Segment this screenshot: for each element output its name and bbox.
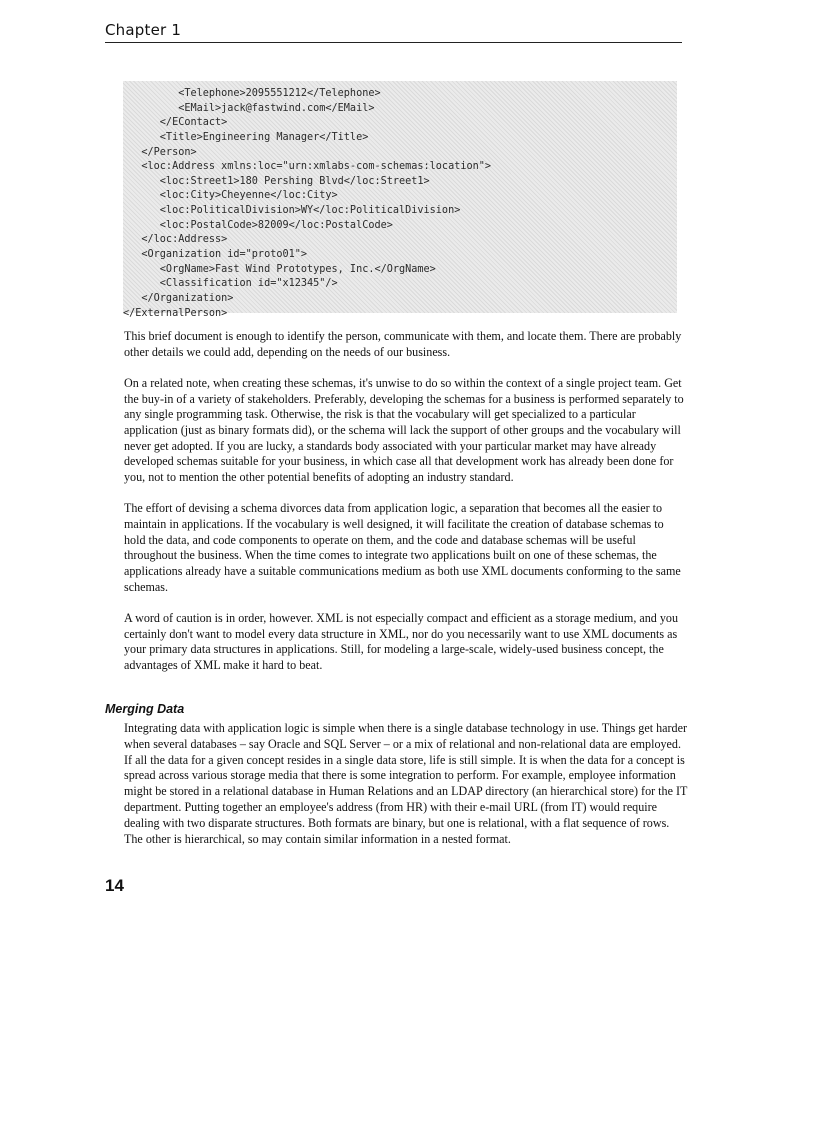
- code-line: </EContact>: [123, 117, 228, 129]
- paragraph: The effort of devising a schema divorces data from application logic, a separation that becomes all the easier to maintain in applications. If the vocabulary is well designed, it will facilitate the creation of database schemas to hold the data, and code components to operate on them, and the code and database schemas will be useful throughout the business. When the time comes to integrate two applications built on one of these schemas, the applications already have a suitable communications medium as both use XML documents conforming to the same schemas.: [124, 501, 681, 594]
- code-line: <Title>Engineering Manager</Title>: [123, 131, 369, 143]
- code-line: <loc:City>Cheyenne</loc:City>: [123, 190, 338, 202]
- section-heading: Merging Data: [105, 702, 185, 716]
- code-line: <EMail>jack@fastwind.com</EMail>: [123, 102, 375, 114]
- code-line: <Organization id="proto01">: [123, 249, 308, 261]
- section-body: [124, 721, 688, 847]
- code-line: <Classification id="x12345"/>: [123, 278, 338, 290]
- paragraph: This brief document is enough to identify the person, communicate with them, and locate them. There are probably other details we could add, depending on the needs of our business.: [124, 329, 682, 359]
- paragraph: On a related note, when creating these schemas, it's unwise to do so within the context of a single project team. Get the buy-in of a variety of stakeholders. Preferably, developing the schemas for a business is performed separately to any single programming task. Otherwise, the risk is that the vocabulary will get specialized to a particular application (just as binary formats did), or the schema will lack the support of other groups and the vocabulary will never get adopted. If you are lucky, a standards body associated with your particular market may have already developed schemas suitable for your business, in which case all that development work has already been done for you, not to mention the other potential benefits of adopting an industry standard.: [124, 375, 684, 485]
- body-text: [124, 329, 688, 689]
- code-line: <OrgName>Fast Wind Prototypes, Inc.</OrgName>: [123, 263, 436, 275]
- page-header: [105, 20, 682, 43]
- code-line: <loc:PoliticalDivision>WY</loc:PoliticalDivision>: [123, 205, 461, 217]
- code-line: <loc:Street1>180 Pershing Blvd</loc:Street1>: [123, 175, 430, 187]
- code-line: </Person>: [123, 146, 197, 158]
- code-line: <loc:PostalCode>82009</loc:PostalCode>: [123, 219, 393, 231]
- code-listing: [123, 81, 677, 319]
- paragraph: Integrating data with application logic is simple when there is a single database technology in use. Things get harder when several databases – say Oracle and SQL Server – or a mix of relational and non-relational data are employed. If all the data for a given concept resides in a single data store, life is still simple. It is when the data for a concept is spread across various storage media that there is some integration to perform. For example, employee information might be stored in a relational database in Human Relations and an LDAP directory (an hierarchical store) for the IT department. Putting together an employee's address (from HR) with their e-mail URL (from IT) would require dealing with two disparate structures. Both formats are binary, but one is relational, with a flat sequence of rows. The other is hierarchical, so may contain similar information in a nested format.: [124, 721, 688, 846]
- code-line: </ExternalPerson>: [123, 307, 228, 319]
- code-line: </loc:Address>: [123, 234, 228, 246]
- code-line: </Organization>: [123, 292, 234, 304]
- page-number: 14: [105, 876, 124, 895]
- paragraph: A word of caution is in order, however. XML is not especially compact and efficient as a storage medium, and you certainly don't want to model every data structure in XML, nor do you necessarily want to use XML documents as your primary data structures in applications. Still, for modeling a large-scale, widely-used business concept, the advantages of XML make it hard to beat.: [124, 611, 678, 673]
- code-line: <loc:Address xmlns:loc="urn:xmlabs-com-schemas:location">: [123, 161, 492, 173]
- code-line: <Telephone>2095551212</Telephone>: [123, 88, 381, 99]
- chapter-title: Chapter 1: [105, 21, 182, 39]
